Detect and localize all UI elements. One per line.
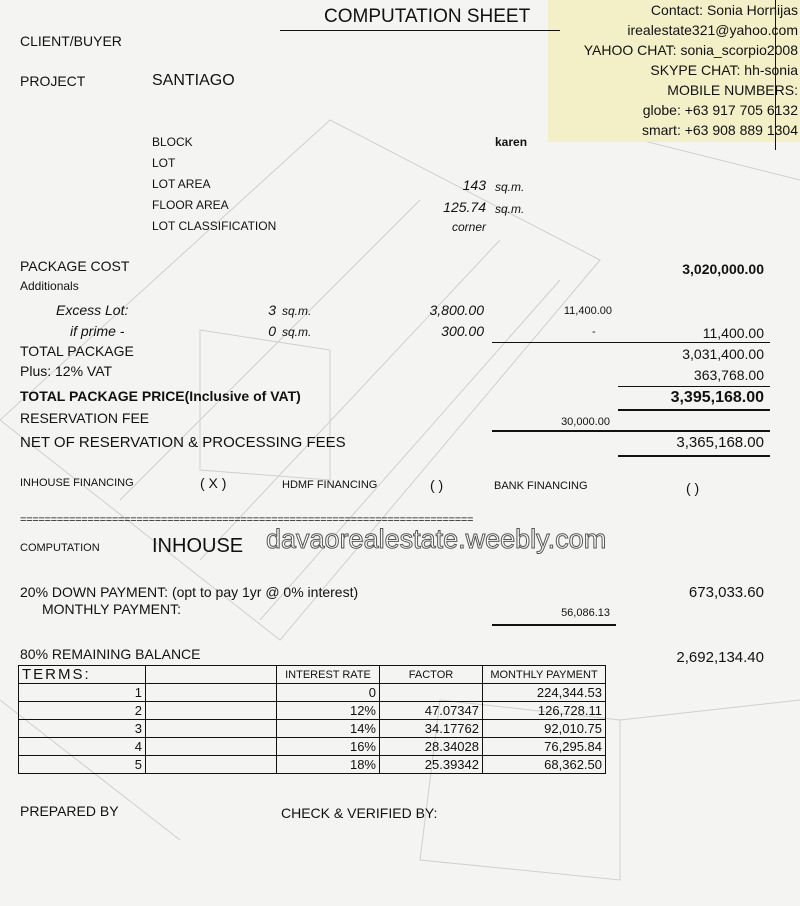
term-factor bbox=[380, 684, 483, 702]
term-rate: 0 bbox=[277, 684, 380, 702]
prime-label: if prime - bbox=[70, 323, 125, 339]
contact-yahoo: YAHOO CHAT: sonia_scorpio2008 bbox=[583, 42, 798, 58]
additionals-rule bbox=[492, 342, 770, 343]
lot-label: LOT bbox=[152, 156, 176, 170]
block-value: karen bbox=[495, 135, 528, 149]
vat-label: Plus: 12% VAT bbox=[20, 363, 113, 379]
terms-table bbox=[18, 665, 606, 774]
term-number: 2 bbox=[19, 702, 146, 720]
package-cost-label: PACKAGE COST bbox=[20, 258, 130, 274]
vat-rule bbox=[618, 386, 770, 387]
table-row bbox=[19, 756, 606, 774]
floor-area-unit: sq.m. bbox=[495, 202, 525, 216]
title-underline bbox=[280, 30, 560, 31]
project-label: PROJECT bbox=[20, 73, 86, 89]
net-rule bbox=[618, 455, 770, 457]
lot-class-label: LOT CLASSIFICATION bbox=[152, 219, 277, 233]
additionals-label: Additionals bbox=[20, 279, 79, 293]
hdmf-financing-mark[interactable]: ( ) bbox=[430, 477, 444, 493]
additionals-total: 11,400.00 bbox=[702, 325, 764, 341]
term-rate: 12% bbox=[277, 702, 380, 720]
prime-amount: - bbox=[592, 326, 596, 338]
prepared-by-label: PREPARED BY bbox=[20, 803, 119, 819]
block-label: BLOCK bbox=[152, 135, 193, 149]
net-label: NET OF RESERVATION & PROCESSING FEES bbox=[20, 434, 346, 451]
term-payment: 92,010.75 bbox=[483, 720, 606, 738]
term-payment: 68,362.50 bbox=[483, 756, 606, 774]
reservation-rule bbox=[492, 430, 770, 432]
total-package-label: TOTAL PACKAGE bbox=[20, 343, 134, 359]
down-payment-value: 673,033.60 bbox=[688, 584, 764, 601]
contact-skype: SKYPE CHAT: hh-sonia bbox=[650, 62, 798, 78]
monthly-payment-header: MONTHLY PAYMENT bbox=[483, 666, 606, 684]
computation-type: INHOUSE bbox=[152, 535, 244, 557]
term-rate: 14% bbox=[277, 720, 380, 738]
term-payment: 126,728.11 bbox=[483, 702, 606, 720]
contact-box bbox=[548, 0, 800, 142]
inhouse-financing-mark[interactable]: ( X ) bbox=[200, 475, 227, 491]
term-factor: 47.07347 bbox=[380, 702, 483, 720]
lot-area-value: 143 bbox=[462, 177, 486, 193]
terms-label: TERMS: bbox=[19, 666, 146, 684]
net-value: 3,365,168.00 bbox=[676, 434, 764, 451]
down-payment-label: 20% DOWN PAYMENT: (opt to pay 1yr @ 0% interest) bbox=[20, 584, 359, 600]
term-number: 4 bbox=[19, 738, 146, 756]
term-number: 3 bbox=[19, 720, 146, 738]
table-row bbox=[19, 702, 606, 720]
vat-value: 363,768.00 bbox=[693, 367, 764, 383]
remaining-balance-value: 2,692,134.40 bbox=[676, 649, 764, 666]
term-factor: 34.17762 bbox=[380, 720, 483, 738]
monthly-payment-value: 56,086.13 bbox=[561, 607, 610, 619]
contact-globe: globe: +63 917 705 6132 bbox=[642, 102, 798, 118]
term-number: 1 bbox=[19, 684, 146, 702]
term-rate: 16% bbox=[277, 738, 380, 756]
prime-rate: 300.00 bbox=[441, 323, 484, 339]
table-row bbox=[19, 720, 606, 738]
term-number: 5 bbox=[19, 756, 146, 774]
excess-unit: sq.m. bbox=[282, 304, 312, 318]
term-factor: 28.34028 bbox=[380, 738, 483, 756]
term-payment: 76,295.84 bbox=[483, 738, 606, 756]
section-divider: ========================================================================== bbox=[20, 514, 474, 526]
contact-border bbox=[775, 0, 776, 150]
contact-email: irealestate321@yahoo.com bbox=[627, 22, 798, 38]
checked-by-label: CHECK & VERIFIED BY: bbox=[281, 805, 438, 821]
watermark-text: davaorealestate.weebly.com bbox=[266, 524, 607, 554]
contact-mobile-heading: MOBILE NUMBERS: bbox=[667, 82, 798, 98]
terms-header-row bbox=[19, 666, 606, 684]
term-factor: 25.39342 bbox=[380, 756, 483, 774]
computation-label: COMPUTATION bbox=[20, 542, 100, 554]
lot-area-unit: sq.m. bbox=[495, 180, 525, 194]
hdmf-financing-label: HDMF FINANCING bbox=[282, 479, 378, 491]
lot-class-value: corner bbox=[451, 220, 486, 234]
prime-qty: 0 bbox=[268, 323, 276, 339]
bank-financing-label: BANK FINANCING bbox=[494, 480, 588, 492]
remaining-balance-label: 80% REMAINING BALANCE bbox=[20, 646, 201, 662]
prime-unit: sq.m. bbox=[282, 325, 312, 339]
total-package-value: 3,031,400.00 bbox=[682, 346, 764, 362]
floor-area-label: FLOOR AREA bbox=[152, 198, 229, 212]
inhouse-financing-label: INHOUSE FINANCING bbox=[20, 477, 134, 489]
excess-qty: 3 bbox=[268, 302, 276, 318]
contact-smart: smart: +63 908 889 1304 bbox=[641, 122, 798, 138]
interest-rate-header: INTEREST RATE bbox=[277, 666, 380, 684]
factor-header: FACTOR bbox=[380, 666, 483, 684]
reservation-value: 30,000.00 bbox=[561, 416, 610, 428]
excess-amount: 11,400.00 bbox=[563, 305, 612, 317]
total-price-value: 3,395,168.00 bbox=[670, 389, 764, 406]
package-cost-value: 3,020,000.00 bbox=[682, 261, 764, 277]
excess-rate: 3,800.00 bbox=[429, 302, 484, 318]
total-price-label: TOTAL PACKAGE PRICE(Inclusive of VAT) bbox=[20, 388, 301, 404]
monthly-payment-label: MONTHLY PAYMENT: bbox=[42, 601, 181, 617]
bank-financing-mark[interactable]: ( ) bbox=[686, 480, 700, 496]
excess-lot-label: Excess Lot: bbox=[56, 302, 129, 318]
client-label: CLIENT/BUYER bbox=[20, 33, 122, 49]
lot-area-label: LOT AREA bbox=[152, 177, 211, 191]
sheet-title: COMPUTATION SHEET bbox=[324, 6, 531, 27]
floor-area-value: 125.74 bbox=[443, 199, 486, 215]
monthly-rule bbox=[492, 624, 616, 626]
term-payment: 224,344.53 bbox=[483, 684, 606, 702]
reservation-label: RESERVATION FEE bbox=[20, 410, 150, 426]
table-row bbox=[19, 738, 606, 756]
project-value: SANTIAGO bbox=[152, 72, 235, 89]
contact-name: Contact: Sonia Hornijas bbox=[650, 2, 798, 18]
total-price-rule bbox=[618, 409, 770, 411]
term-rate: 18% bbox=[277, 756, 380, 774]
table-row bbox=[19, 684, 606, 702]
